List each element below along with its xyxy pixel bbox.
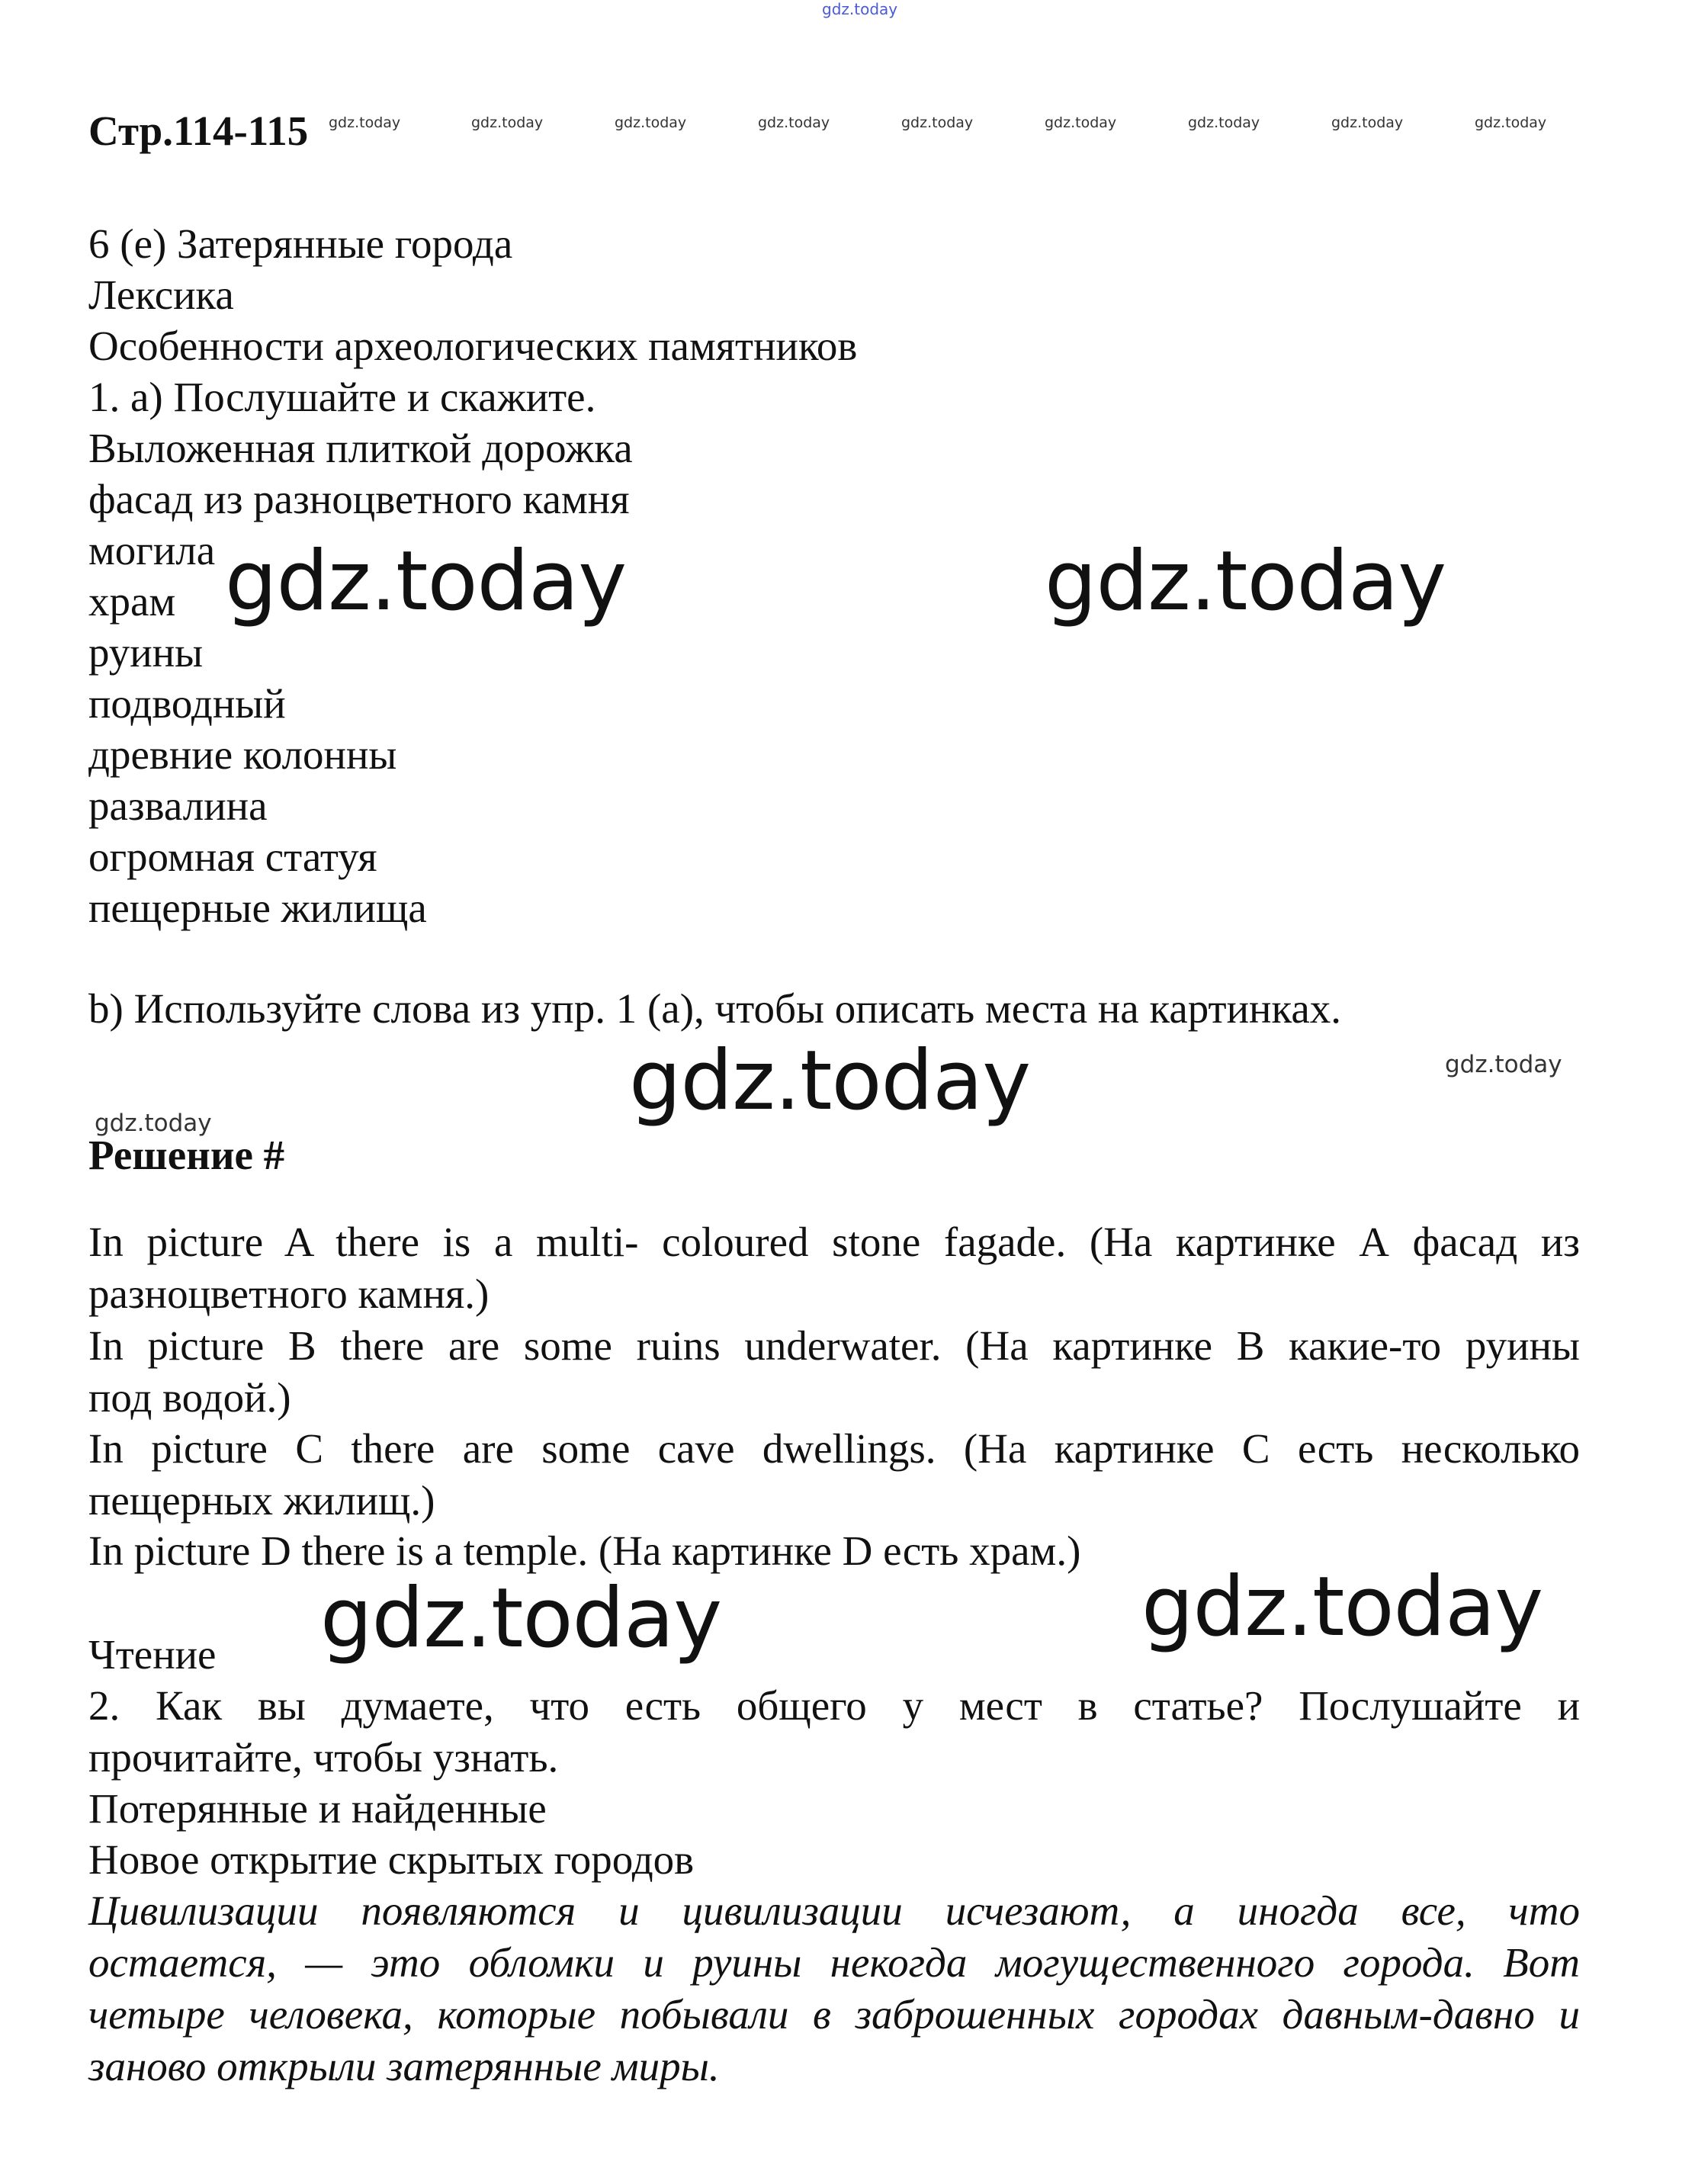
- lesson-title: 6 (е) Затерянные города: [88, 220, 513, 267]
- answer-line: In picture B there are some ruins underwater. (На картинке В какие-то руины: [88, 1322, 1580, 1369]
- answer-paragraph: [88, 1423, 1580, 1527]
- answer-line: In picture A there is a multi- coloured stone fagade. (На картинке А фасад из: [88, 1219, 1580, 1265]
- watermark-strip-item: gdz.today: [758, 114, 830, 131]
- watermark-strip-item: gdz.today: [329, 114, 401, 131]
- watermark-medium: gdz.today: [1445, 1051, 1562, 1078]
- article-subtitle: Новое открытие скрытых городов: [88, 1836, 695, 1883]
- section-heading: Лексика: [88, 271, 234, 318]
- task-instruction: b) Используйте слова из упр. 1 (а), чтобы описать места на картинках.: [88, 985, 1341, 1032]
- watermark-strip-item: gdz.today: [1331, 114, 1404, 131]
- watermark-strip-item: gdz.today: [471, 114, 544, 131]
- task-instruction: 1. а) Послушайте и скажите.: [88, 374, 596, 420]
- vocab-item: развалина: [88, 782, 268, 829]
- task-paragraph: [88, 1680, 1580, 1784]
- intro-line: заново открыли затерянные миры.: [88, 2043, 720, 2089]
- answer-line: In picture D there is a temple. (На картинке D есть храм.): [88, 1527, 1081, 1574]
- answer-line: In picture C there are some cave dwellings. (На картинке С есть несколько: [88, 1425, 1580, 1472]
- article-intro: [88, 1885, 1580, 2092]
- page-header: [88, 101, 1575, 162]
- solution-heading: Решение #: [88, 1132, 285, 1178]
- intro-line: Цивилизации появляются и цивилизации исчезают, а иногда все, что: [88, 1887, 1580, 1934]
- answer-paragraph: [88, 1216, 1580, 1320]
- watermark-large: gdz.today: [320, 1571, 722, 1666]
- watermark-strip-item: gdz.today: [1475, 114, 1547, 131]
- vocab-item: Выложенная плиткой дорожка: [88, 425, 633, 471]
- vocab-item: пещерные жилища: [88, 885, 427, 931]
- answer-line: пещерных жилищ.): [88, 1477, 435, 1524]
- watermark-strip-item: gdz.today: [1188, 114, 1260, 131]
- article-title: Потерянные и найденные: [88, 1785, 547, 1832]
- vocab-item: подводный: [88, 680, 286, 727]
- task-line: прочитайте, чтобы узнать.: [88, 1734, 559, 1781]
- vocab-item: древние колонны: [88, 731, 397, 778]
- vocab-item: руины: [88, 629, 204, 676]
- vocab-item: храм: [88, 578, 176, 625]
- watermark-strip-item: gdz.today: [1045, 114, 1117, 131]
- vocab-item: огромная статуя: [88, 833, 377, 880]
- page-reference: Стр.114-115: [88, 108, 309, 154]
- answer-line: под водой.): [88, 1374, 291, 1421]
- watermark-large: gdz.today: [629, 1033, 1031, 1129]
- task-line: 2. Как вы думаете, что есть общего у мест в статье? Послушайте и: [88, 1682, 1580, 1729]
- answer-paragraph: [88, 1320, 1580, 1424]
- watermark-strip-item: gdz.today: [615, 114, 687, 131]
- section-heading: Чтение: [88, 1631, 217, 1678]
- answer-line: разноцветного камня.): [88, 1270, 490, 1317]
- vocab-item: могила: [88, 527, 216, 573]
- watermark-top: gdz.today: [822, 0, 898, 18]
- section-subtitle: Особенности археологических памятников: [88, 323, 858, 369]
- vocab-item: фасад из разноцветного камня: [88, 476, 630, 522]
- intro-line: четыре человека, которые побывали в заброшенных городах давным-давно и: [88, 1991, 1580, 2038]
- intro-line: остается, — это обломки и руины некогда могущественного города. Вот: [88, 1939, 1580, 1986]
- watermark-large: gdz.today: [225, 534, 627, 629]
- watermark-medium: gdz.today: [95, 1110, 212, 1137]
- watermark-large: gdz.today: [1141, 1559, 1543, 1655]
- watermark-large: gdz.today: [1045, 534, 1446, 629]
- watermark-strip-item: gdz.today: [901, 114, 974, 131]
